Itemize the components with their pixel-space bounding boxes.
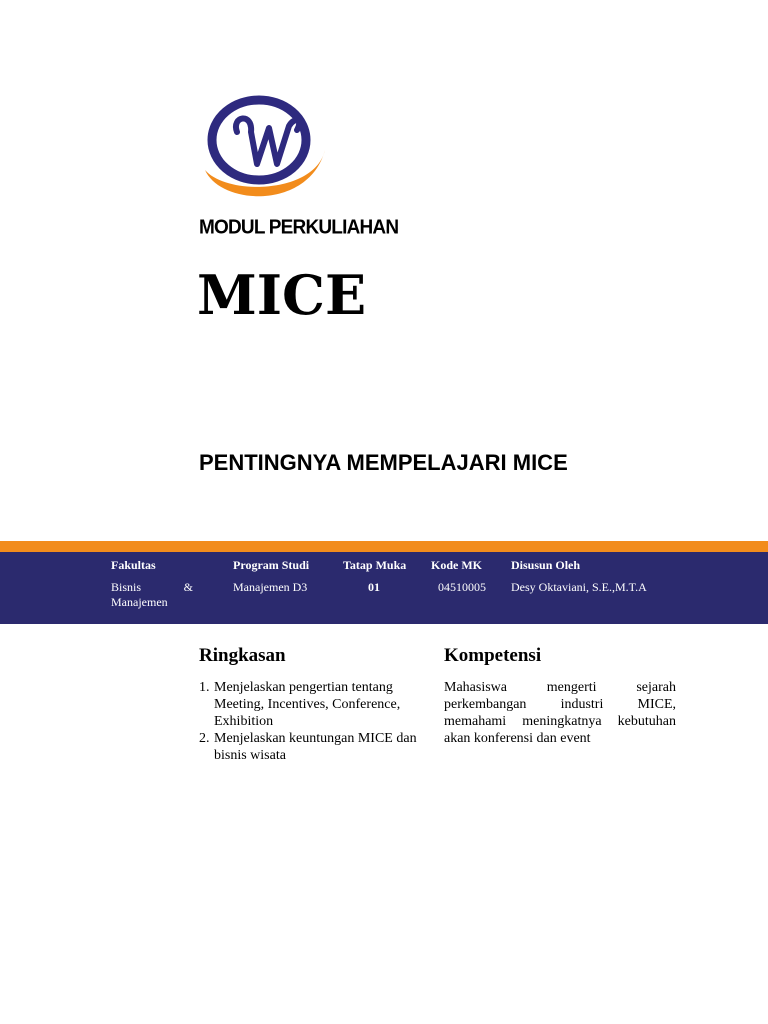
- header-tatap-muka: Tatap Muka: [343, 558, 407, 572]
- value-disusun-oleh: Desy Oktaviani, S.E.,M.T.A: [511, 580, 647, 594]
- header-program-studi: Program Studi: [233, 558, 310, 572]
- university-w-logo-icon: [197, 86, 329, 206]
- list-item-text: Menjelaskan keuntungan MICE dan bisnis wisata: [214, 731, 417, 763]
- value-kode-mk: 04510005: [438, 580, 486, 594]
- module-label: MODUL PERKULIAHAN: [199, 216, 399, 239]
- accent-divider: [0, 541, 768, 552]
- list-number: 1.: [199, 680, 210, 695]
- value-tatap-muka: 01: [368, 580, 380, 594]
- summary-heading: Ringkasan: [199, 645, 286, 666]
- header-fakultas: Fakultas: [111, 558, 156, 572]
- course-title: MICE: [197, 263, 367, 327]
- summary-list: [199, 679, 429, 764]
- value-program-studi: Manajemen D3: [233, 580, 308, 594]
- competency-heading: Kompetensi: [444, 645, 542, 666]
- list-item: [199, 679, 429, 730]
- competency-text: Mahasiswa mengerti sejarah perkembangan industri MICE, memahami meningkatnya kebutuhan akan konferensi dan event: [444, 680, 676, 746]
- course-info-band: [0, 552, 768, 624]
- value-fakultas: Bisnis & Manajemen: [111, 580, 193, 609]
- header-disusun-oleh: Disusun Oleh: [511, 558, 581, 572]
- topic-title: PENTINGNYA MEMPELAJARI MICE: [199, 450, 568, 475]
- list-number: 2.: [199, 731, 210, 746]
- list-item: [199, 730, 429, 764]
- header-kode-mk: Kode MK: [431, 558, 482, 572]
- list-item-text: Menjelaskan pengertian tentang Meeting, Incentives, Conference, Exhibition: [214, 680, 401, 729]
